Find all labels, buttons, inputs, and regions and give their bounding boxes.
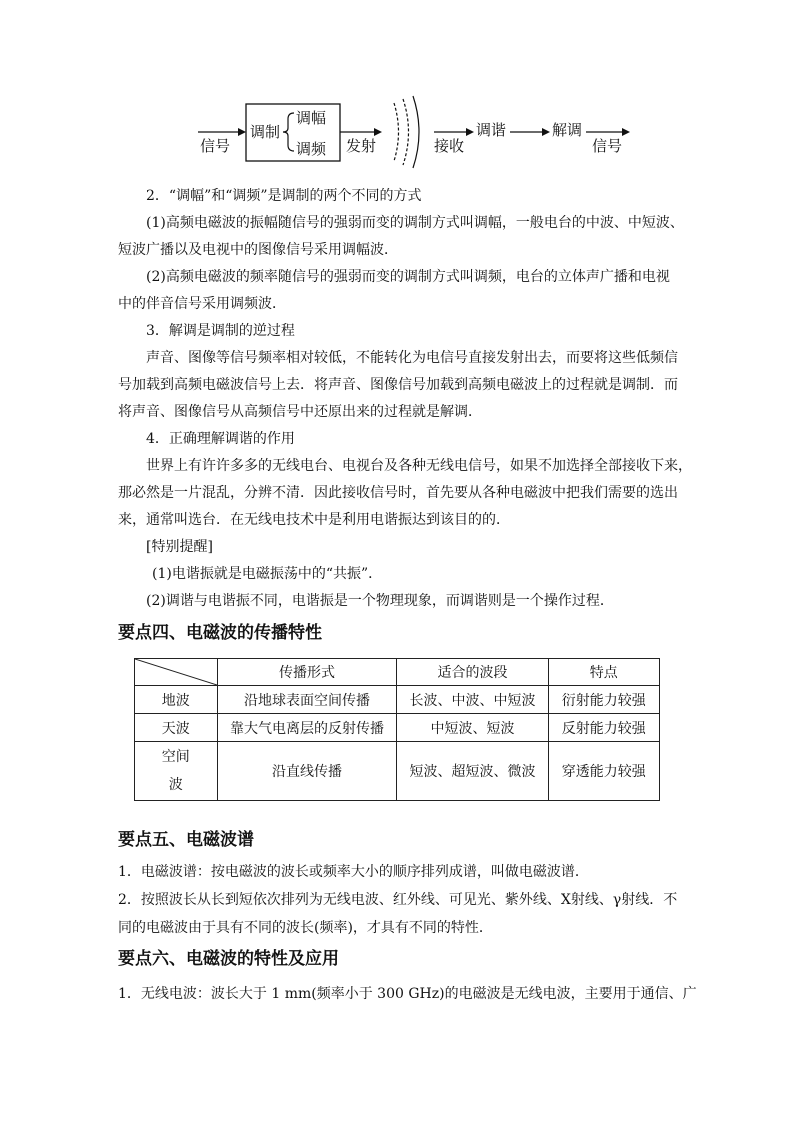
para-4-line-2: 那必然是一片混乱，分辨不清．因此接收信号时，首先要从各种电磁波中把我们需要的选出 xyxy=(118,485,678,501)
table-cell-line: 波 xyxy=(168,777,183,793)
tip-1: (1)电谐振就是电磁振荡中的“共振”． xyxy=(152,566,383,582)
para-3-line-3: 将声音、图像信号从高频信号中还原出来的过程就是解调． xyxy=(118,404,482,420)
para-4-line-3: 来，通常叫选台．在无线电技术中是利用电谐振达到该目的的． xyxy=(118,512,510,528)
heading-section-4: 要点四、电磁波的传播特性 xyxy=(118,623,322,643)
table-cell: 反射能力较强 xyxy=(548,714,659,742)
table-cell xyxy=(135,742,218,801)
table-header: 传播形式 xyxy=(217,659,397,686)
table-header: 适合的波段 xyxy=(397,659,548,686)
para-2-2-line-2: 中的伴音信号采用调频波． xyxy=(118,296,286,312)
para-2-2-line-1: (2)高频电磁波的频率随信号的强弱而变的调制方式叫调频，电台的立体声广播和电视 xyxy=(146,269,670,285)
table-cell: 地波 xyxy=(135,686,218,714)
para-2-title: 2．“调幅”和“调频”是调制的两个不同的方式 xyxy=(146,188,422,204)
para-4-title: 4．正确理解调谐的作用 xyxy=(146,431,295,447)
table-cell: 长波、中波、中短波 xyxy=(397,686,548,714)
table-cell: 衍射能力较强 xyxy=(548,686,659,714)
corner-diagonal xyxy=(135,659,217,685)
section-5-para-1: 1．电磁波谱：按电磁波的波长或频率大小的顺序排列成谱，叫做电磁波谱． xyxy=(118,864,589,880)
tip-title: [特别提醒] xyxy=(146,539,213,555)
table-corner-cell xyxy=(135,659,218,686)
table-cell-line: 空间 xyxy=(161,749,190,765)
propagation-table xyxy=(134,658,660,801)
label-tune: 调谐 xyxy=(476,121,507,139)
table-cell: 短波、超短波、微波 xyxy=(397,742,548,801)
section-5-para-2-line-1: 2．按照波长从长到短依次排列为无线电波、红外线、可见光、紫外线、X射线、γ射线．不 xyxy=(118,892,678,908)
heading-section-5: 要点五、电磁波谱 xyxy=(118,830,254,850)
section-6-para-1: 1．无线电波：波长大于 1 mm(频率小于 300 GHz)的电磁波是无线电波，主要用于通信、广 xyxy=(118,986,697,1002)
para-2-1-line-1: (1)高频电磁波的振幅随信号的强弱而变的调制方式叫调幅，一般电台的中波、中短波、 xyxy=(146,215,684,231)
label-modulate: 调制 xyxy=(250,123,281,141)
heading-section-6: 要点六、电磁波的特性及应用 xyxy=(118,949,339,969)
para-3-title: 3．解调是调制的逆过程 xyxy=(146,323,295,339)
table-header-row xyxy=(135,659,660,686)
table-cell: 沿地球表面空间传播 xyxy=(217,686,397,714)
para-3-line-1: 声音、图像等信号频率相对较低，不能转化为电信号直接发射出去，而要将这些低频信 xyxy=(146,350,678,366)
label-signal-out: 信号 xyxy=(592,137,623,155)
table-cell: 穿透能力较强 xyxy=(548,742,659,801)
table-header: 特点 xyxy=(548,659,659,686)
label-receive: 接收 xyxy=(434,137,465,155)
label-fm: 调频 xyxy=(296,140,327,158)
label-signal-in: 信号 xyxy=(200,137,231,155)
table-row xyxy=(135,686,660,714)
table-cell: 沿直线传播 xyxy=(217,742,397,801)
section-5-para-2-line-2: 同的电磁波由于具有不同的波长(频率)，才具有不同的特性． xyxy=(118,920,493,936)
table-cell: 中短波、短波 xyxy=(397,714,548,742)
tip-2: (2)调谐与电谐振不同，电谐振是一个物理现象，而调谐则是一个操作过程． xyxy=(146,593,614,609)
label-demodulate: 解调 xyxy=(552,121,583,139)
table-row xyxy=(135,714,660,742)
para-4-line-1: 世界上有许许多多的无线电台、电视台及各种无线电信号，如果不加选择全部接收下来， xyxy=(146,458,692,474)
radio-flow-diagram xyxy=(190,95,640,170)
table-cell: 靠大气电离层的反射传播 xyxy=(217,714,397,742)
para-3-line-2: 号加载到高频电磁波信号上去．将声音、图像信号加载到高频电磁波上的过程就是调制．而 xyxy=(118,377,678,393)
table-row xyxy=(135,742,660,801)
label-transmit: 发射 xyxy=(346,137,377,155)
label-am: 调幅 xyxy=(296,109,327,127)
para-2-1-line-2: 短波广播以及电视中的图像信号采用调幅波． xyxy=(118,242,398,258)
table-cell: 天波 xyxy=(135,714,218,742)
